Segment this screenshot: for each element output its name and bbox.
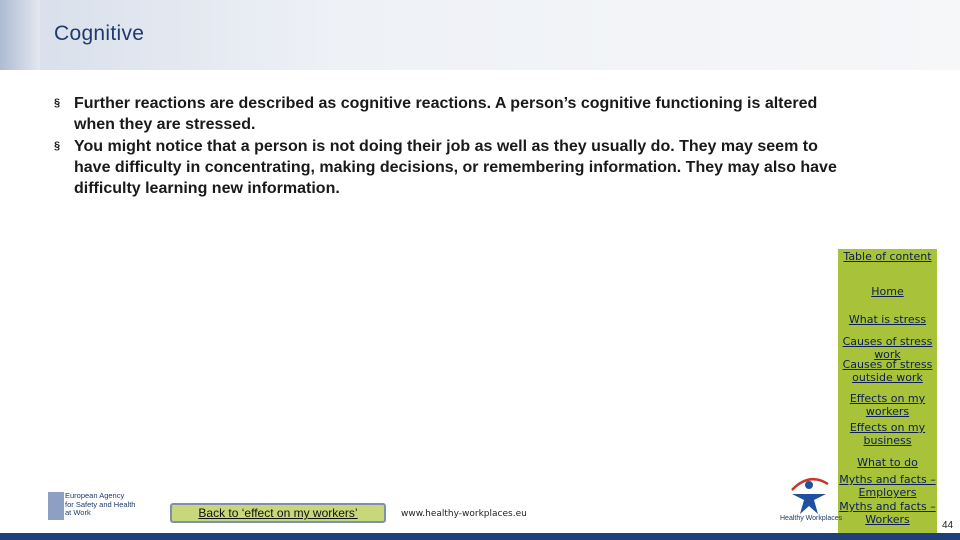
healthy-workplaces-label: Healthy Workplaces xyxy=(780,515,843,522)
agency-logo xyxy=(48,490,158,524)
bullet-text: Further reactions are described as cognitive reactions. A person’s cognitive functioning is altered when they are stressed. xyxy=(74,95,818,133)
nav-what-to-do[interactable]: What to do xyxy=(857,456,918,469)
bullet-item xyxy=(54,93,844,135)
footer-bar xyxy=(0,533,960,540)
nav-effects-workers[interactable]: Effects on my workers xyxy=(849,392,926,418)
agency-emblem-icon xyxy=(48,492,64,520)
bullet-icon: § xyxy=(54,140,61,152)
page-number: 44 xyxy=(942,520,954,531)
nav-myths-employers[interactable]: Myths and facts – Employers xyxy=(839,473,936,499)
nav-what-is-stress[interactable]: What is stress xyxy=(848,313,927,326)
nav-causes-outside-work[interactable]: Causes of stress outside work xyxy=(842,358,933,384)
nav-table-of-content[interactable]: Table of content xyxy=(843,250,932,263)
website-url: www.healthy-workplaces.eu xyxy=(401,509,527,519)
bullet-list xyxy=(54,93,844,200)
nav-myths-workers[interactable]: Myths and facts – Workers xyxy=(839,500,936,526)
nav-causes-work[interactable]: Causes of stress work xyxy=(842,335,933,361)
back-button[interactable]: Back to ‘effect on my workers’ xyxy=(170,503,386,523)
bullet-item xyxy=(54,136,844,199)
side-navigation xyxy=(838,249,937,540)
nav-effects-business[interactable]: Effects on my business xyxy=(849,421,926,447)
agency-name: European Agency for Safety and Health at Work xyxy=(65,491,136,517)
bullet-text: You might notice that a person is not doing their job as well as they usually do. They may seem to have difficulty in concentrating, making decisions, or remembering information. They may also have difficulty learning new information. xyxy=(74,138,837,197)
nav-home[interactable]: Home xyxy=(871,285,904,298)
bullet-icon: § xyxy=(54,97,61,109)
slide-title: Cognitive xyxy=(54,22,145,45)
title-accent xyxy=(0,0,40,70)
